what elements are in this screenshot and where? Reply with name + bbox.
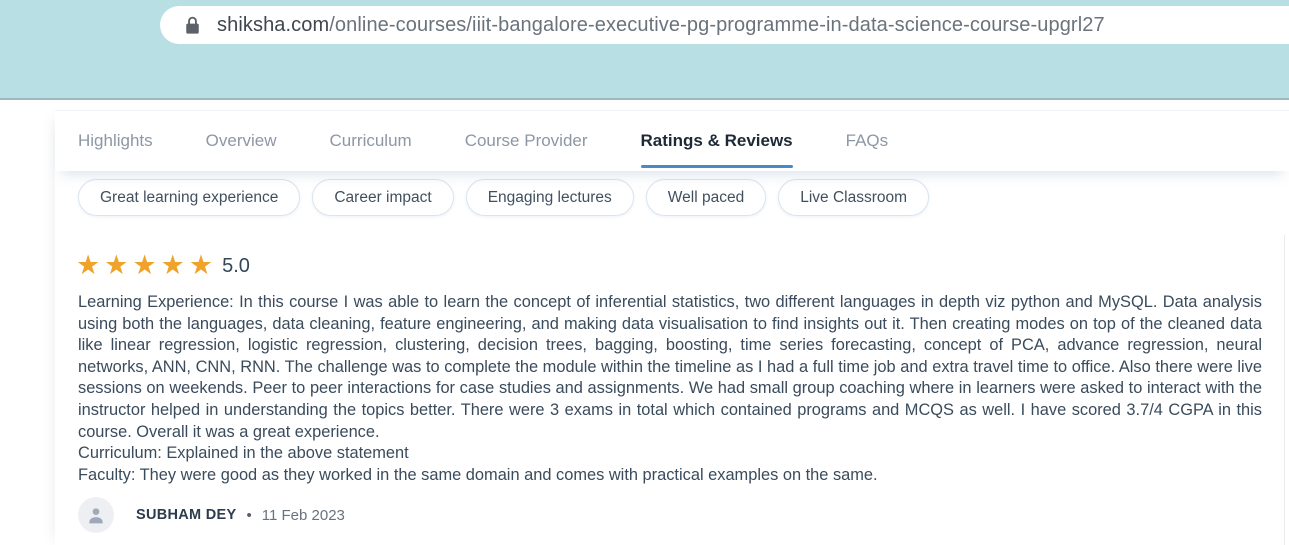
lock-icon	[185, 16, 200, 35]
star-icon: ★	[76, 250, 101, 280]
filter-chip-great-learning-experience[interactable]: Great learning experience	[78, 179, 300, 216]
tab-bar	[55, 111, 1289, 171]
review-date: 11 Feb 2023	[261, 506, 345, 524]
tab-faqs[interactable]: FAQs	[845, 131, 889, 150]
filter-chip-live-classroom[interactable]: Live Classroom	[778, 179, 929, 216]
star-icon: ★	[104, 250, 129, 280]
url-text	[217, 14, 1105, 37]
filter-chip-row	[55, 171, 1289, 216]
url-path: /online-courses/iiit-bangalore-executive-pg-programme-in-data-science-course-upgrl27	[329, 13, 1105, 36]
url-domain: shiksha.com	[217, 13, 330, 36]
star-rating	[76, 252, 217, 279]
reviewer-row	[78, 497, 1289, 533]
browser-header	[0, 0, 1289, 100]
rating-row	[76, 252, 1289, 279]
star-icon: ★	[132, 250, 157, 280]
review-faculty-line: Faculty: They were good as they worked in the same domain and comes with practical examples on the same.	[78, 465, 878, 484]
review-curriculum-line: Curriculum: Explained in the above statement	[78, 444, 409, 463]
rating-value: 5.0	[222, 255, 250, 277]
reviewer-name: SUBHAM DEY	[136, 507, 237, 524]
right-edge-divider	[1284, 235, 1285, 545]
filter-chip-career-impact[interactable]: Career impact	[312, 179, 453, 216]
person-icon	[86, 505, 106, 525]
filter-chip-well-paced[interactable]: Well paced	[646, 179, 766, 216]
review-body: Learning Experience: In this course I was able to learn the concept of inferential statistics, two different languages in depth viz python and MySQL. Data analysis using both the languages, data cleaning, feature engineering, and making data visualisation to find insights out it. Then creating modes on top of the cleaned data like linear regression, logistic regression, clustering, decision trees, bagging, boosting, time series forecasting, concept of PCA, advance regression, neural networks, ANN, CNN, RNN. The challenge was to complete the module within the timeline as I had a full time job and extra travel time to office. Also there were live sessions on weekends. Peer to peer interactions for case studies and assignments. We had small group coaching where in learners were asked to interact with the instructor helped in understanding the topics better. There were 3 exams in total which contained programs and MCQS as well. I have scored 3.7/4 CGPA in this course. Overall it was a great experience.	[78, 293, 1262, 441]
tab-course-provider[interactable]: Course Provider	[464, 131, 588, 150]
dot-separator: •	[246, 506, 252, 524]
star-icon: ★	[160, 250, 185, 280]
filter-chip-engaging-lectures[interactable]: Engaging lectures	[466, 179, 634, 216]
tab-ratings-reviews[interactable]: Ratings & Reviews	[641, 111, 793, 171]
address-bar[interactable]	[160, 6, 1289, 44]
review-text	[78, 292, 1262, 486]
star-icon: ★	[188, 250, 214, 280]
tab-curriculum[interactable]: Curriculum	[329, 131, 412, 150]
course-content-card	[55, 110, 1289, 545]
tab-highlights[interactable]: Highlights	[78, 131, 153, 150]
avatar	[78, 497, 114, 533]
tab-overview[interactable]: Overview	[205, 131, 277, 150]
